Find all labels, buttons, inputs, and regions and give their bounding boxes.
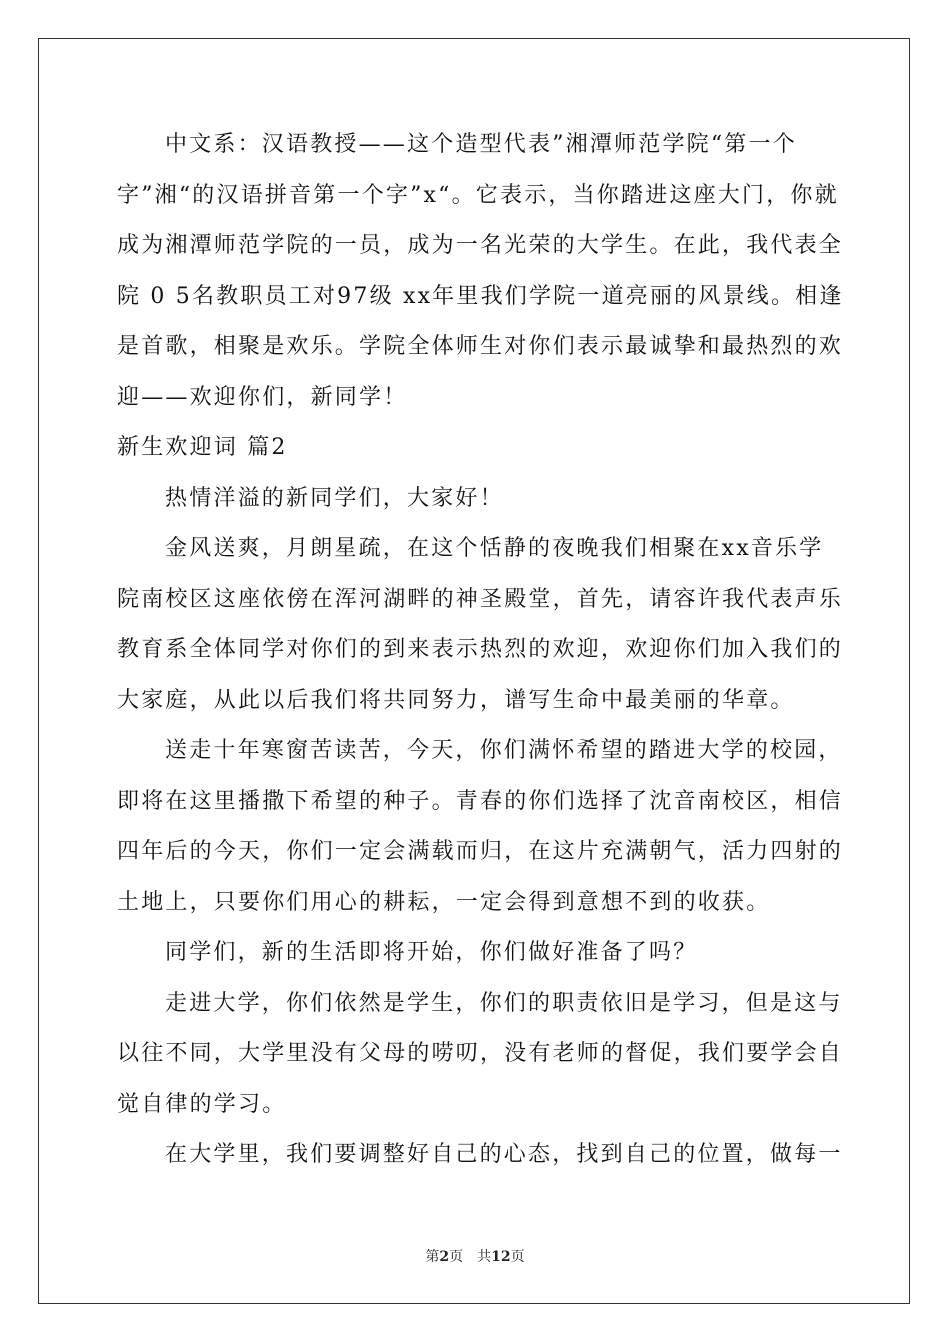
footer-prefix: 第: [425, 1249, 440, 1265]
paragraph: 热情洋溢的新同学们，大家好！: [165, 485, 504, 511]
paragraph: 同学们，新的生活即将开始，你们做好准备了吗？: [165, 940, 698, 965]
page-footer: [0, 1246, 950, 1266]
footer-suffix: 页: [510, 1249, 525, 1265]
footer-total-pages: 12: [491, 1249, 511, 1265]
paragraph: 送走十年寒窗苦读苦，今天，你们满怀希望的踏进大学的校园，即将在这里播撒下希望的种子。青春的你们选择了沈音南校区，相信四年后的今天，你们一定会满载而归，在这片充满朝气，活力四射的土地上，只要你们用心的耕耘，一定会得到意想不到的收获。: [117, 738, 844, 915]
footer-page-number: 2: [439, 1249, 450, 1265]
paragraph: 金风送爽，月朗星疏，在这个恬静的夜晚我们相聚在xx音乐学院南校区这座依傍在浑河湖畔的神圣殿堂，首先，请容许我代表声乐教育系全体同学对你们的到来表示热烈的欢迎，欢迎你们加入我们的大家庭，从此以后我们将共同努力，谱写生命中最美丽的华章。: [117, 536, 844, 713]
document-body: [117, 120, 847, 1181]
section-heading: 新生欢迎词 篇2: [117, 435, 288, 460]
footer-middle: 页 共: [449, 1249, 492, 1265]
paragraph: 在大学里，我们要调整好自己的心态，找到自己的位置，做每一: [165, 1142, 843, 1167]
paragraph: 中文系：汉语教授——这个造型代表”湘潭师范学院“第一个字”湘“的汉语拼音第一个字”x“。它表示，当你踏进这座大门，你就成为湘潭师范学院的一员，成为一名光荣的大学生。在此，我代表全院 0 5名教职员工对97级 xx年里我们学院一道亮丽的风景线。相逢是首歌，相聚是欢乐。学院全体师生对你们表示最诚挚和最热烈的欢迎——欢迎你们，新同学！: [117, 132, 844, 410]
paragraph: 走进大学，你们依然是学生，你们的职责依旧是学习，但是这与以往不同，大学里没有父母的唠叨，没有老师的督促，我们要学会自觉自律的学习。: [117, 990, 844, 1117]
